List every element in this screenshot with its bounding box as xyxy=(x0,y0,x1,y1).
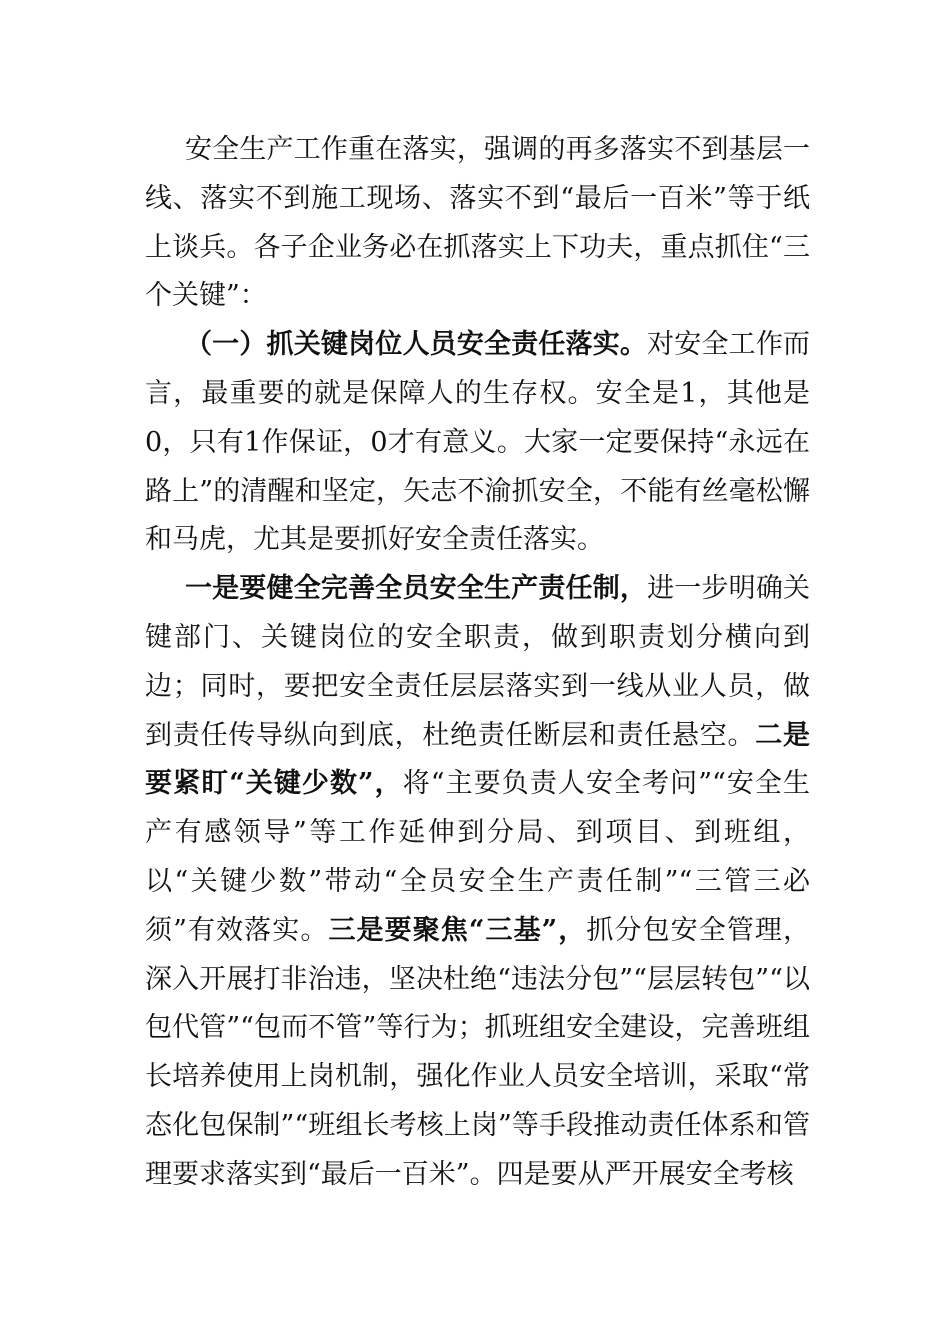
paragraph-intro xyxy=(145,126,810,321)
section-one-text: 对安全工作而言，最重要的就是保障人的生存权。安全是1，其他是0，只有1作保证，0才有意义。大家一定要保持“永远在路上”的清醒和坚定，矢志不渝抓安全，不能有丝毫松懈和马虎，尤其是要抓好安全责任落实。 xyxy=(145,329,811,556)
measure-three-heading: 三是要聚焦“三基”， xyxy=(328,914,587,946)
paragraph-section-one xyxy=(145,321,810,565)
section-one-heading: （一）抓关键岗位人员安全责任落实。 xyxy=(185,329,648,361)
measure-one-text: 进一步明确关键部门、关键岗位的安全职责，做到职责划分横向到边；同时，要把安全责任层层落实到一线从业人员，做到责任传导纵向到底，杜绝责任断层和责任悬空。 xyxy=(145,573,811,751)
measure-three-text: 抓分包安全管理，深入开展打非治违，坚决杜绝“违法分包”“层层转包”“以包代管”“包而不管”等行为；抓班组安全建设，完善班组长培养使用上岗机制，强化作业人员安全培训，采取“常态化包保制”“班组长考核上岗”等手段推动责任体系和管理要求落实到“最后一百米”。四是要从严开展安全考核 xyxy=(145,914,811,1190)
measure-two-text: 将“主要负责人安全考问”“安全生产有感领导”等工作延伸到分局、到项目、到班组，以“关键少数”带动“全员安全生产责任制”“三管三必须”有效落实。 xyxy=(145,768,810,946)
measure-two-heading: 二是要紧盯“关键少数”， xyxy=(145,719,811,800)
document-body xyxy=(145,126,810,1200)
paragraph-intro-text: 安全生产工作重在落实，强调的再多落实不到基层一线、落实不到施工现场、落实不到“最后一百米”等于纸上谈兵。各子企业务必在抓落实上下功夫，重点抓住“三个关键”： xyxy=(145,134,810,312)
paragraph-measures xyxy=(145,565,810,1199)
measure-one-heading: 一是要健全完善全员安全生产责任制， xyxy=(185,573,648,605)
